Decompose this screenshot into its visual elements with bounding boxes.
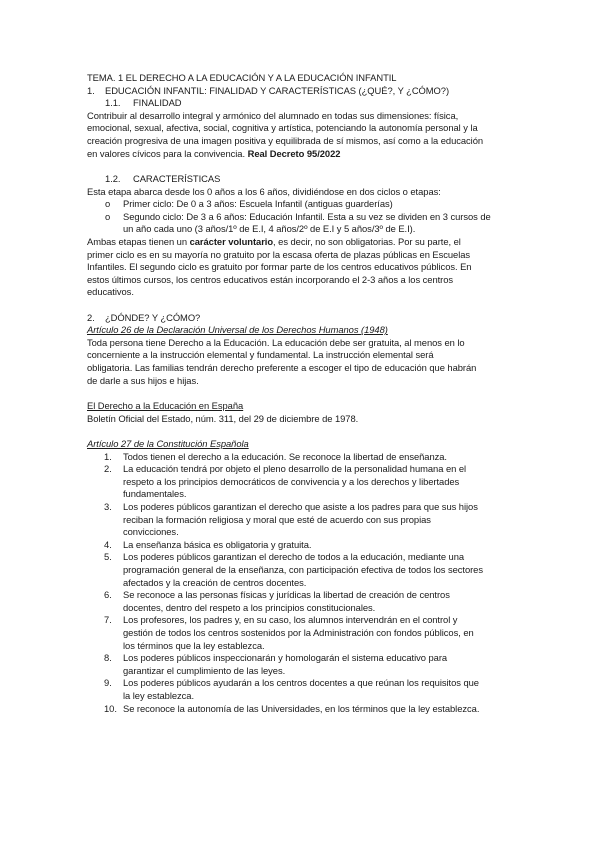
section-1-heading: 1. EDUCACIÓN INFANTIL: FINALIDAD Y CARACTERÍSTICAS (¿QUÉ?, Y ¿CÓMO?) <box>87 84 450 96</box>
article-27-list <box>87 451 514 715</box>
caracteristicas-intro: Esta etapa abarca desde los 0 años a los 6 años, dividiéndose en dos ciclos o etapas: <box>87 185 441 197</box>
list-item <box>87 539 514 552</box>
list-item-text: Se reconoce a las personas físicas y jurídicas la libertad de creación de centros <box>123 589 450 601</box>
list-item <box>87 501 514 539</box>
list-item-number: 4. <box>104 538 112 550</box>
list-item <box>87 703 514 716</box>
boe-reference: Boletín Oficial del Estado, núm. 311, del 29 de diciembre de 1978. <box>87 412 359 424</box>
article-26-paragraph: Toda persona tiene Derecho a la Educación. La educación debe ser gratuita, al menos en lo concerniente a la instrucción elemental y fundamental. La instrucción elemental será obligatoria. Las familias tendrán derecho preferente a escoger el tipo de educación que habrán de darle a sus hijos e hijas. <box>87 336 477 386</box>
section-2-heading: 2. ¿DÓNDE? Y ¿CÓMO? <box>87 311 201 323</box>
list-item-text: Los profesores, los padres y, en su caso, los alumnos intervendrán en el control y <box>123 614 458 626</box>
article-27-title: Artículo 27 de la Constitución Española <box>87 438 249 450</box>
list-item <box>87 652 514 677</box>
real-decreto-reference: Real Decreto 95/2022 <box>247 147 341 159</box>
bullet-marker: o <box>105 210 111 222</box>
list-item-number: 7. <box>104 614 112 626</box>
subsection-1-1-heading: 1.1. FINALIDAD <box>105 97 182 109</box>
list-item-text: convicciones. <box>123 526 179 538</box>
spain-section-title: El Derecho a la Educación en España <box>87 400 244 412</box>
list-item-text: garantizar el cumplimiento de las leyes. <box>123 664 286 676</box>
list-item-text: Los poderes públicos garantizan el derecho de todos a la educación, mediante una <box>123 551 465 563</box>
list-item-number: 8. <box>104 652 112 664</box>
list-item-text: Los poderes públicos inspeccionarán y homologarán el sistema educativo para <box>123 652 448 664</box>
list-item-text: fundamentales. <box>123 488 187 500</box>
document-title: TEMA. 1 EL DERECHO A LA EDUCACIÓN Y A LA EDUCACIÓN INFANTIL <box>87 72 397 83</box>
list-item-number: 6. <box>104 589 112 601</box>
list-item-text: La educación tendrá por objeto el pleno desarrollo de la personalidad humana en el <box>123 463 467 475</box>
list-item-text: Se reconoce la autonomía de las Universidades, en los términos que la ley establezca. <box>123 702 480 714</box>
list-item-number: 10. <box>104 702 117 714</box>
voluntario-paragraph: Ambas etapas tienen un carácter voluntario, es decir, no son obligatorias. Por su parte, el primer ciclo es en su mayoría no gratuito por la escasa oferta de plazas públicas en Escuelas Infantiles. El segundo ciclo es gratuito por formar parte de los centros educativos públicos. En estos últimos cursos, los centros educativos están incorporando el 2-3 años a los centros educativos. <box>87 235 472 298</box>
list-item-text: reciban la formación religiosa y moral que esté de acuerdo con sus propias <box>123 513 431 525</box>
list-item-text: los términos que la ley establezca. <box>123 639 265 651</box>
list-item-text: Los poderes públicos ayudarán a los centros docentes a que reúnan los requisitos que <box>123 677 479 689</box>
list-item <box>87 614 514 652</box>
list-item-number: 3. <box>104 501 112 512</box>
list-item-number: 2. <box>104 463 112 475</box>
list-item-text: La enseñanza básica es obligatoria y gratuita. <box>123 538 312 550</box>
list-item: o Primer ciclo: De 0 a 3 años: Escuela Infantil (antiguas guarderías) <box>105 198 393 210</box>
list-item-number: 5. <box>104 551 112 563</box>
list-item: o Segundo ciclo: De 3 a 6 años: Educación Infantil. Esta a su vez se dividen en 3 cursos de un año cada uno (3 años/1º de E.I, 4 años/2º de E.I y 5 años/3º de E.I). <box>105 210 491 235</box>
list-item-text: afectados y la creación de centros docentes. <box>123 576 307 588</box>
finalidad-paragraph: Contribuir al desarrollo integral y armónico del alumnado en todas sus dimensiones: física, emocional, sexual, afectiva, social, cognitiva y artística, potenciando la autonomía personal y la creación progresiva de una imagen positiva y equilibrada de sí mismos, así como a la educación en valores cívicos para la convivencia. Real Decreto 95/2022 <box>87 109 484 159</box>
list-item-number: 9. <box>104 677 112 689</box>
list-item-text: respeto a los principios democráticos de convivencia y a los derechos y libertades <box>123 475 460 487</box>
list-item-text: gestión de todos los centros sostenidos por la Administración con fondos públicos, en <box>123 626 474 638</box>
list-item-text: Todos tienen el derecho a la educación. Se reconoce la libertad de enseñanza. <box>123 450 447 462</box>
list-item <box>87 463 514 501</box>
list-item-text: programación general de la enseñanza, con participación efectiva de todos los sectores <box>123 563 483 575</box>
list-item <box>87 589 514 614</box>
subsection-1-2-heading: 1.2. CARACTERÍSTICAS <box>105 172 221 184</box>
list-item <box>87 451 514 464</box>
ciclos-list <box>87 198 514 236</box>
list-item <box>87 677 514 702</box>
list-item <box>87 551 514 589</box>
caracter-voluntario-emphasis: carácter voluntario <box>189 235 274 247</box>
article-26-title: Artículo 26 de la Declaración Universal de los Derechos Humanos (1948) <box>87 324 388 336</box>
list-item-text: la ley establezca. <box>123 689 195 701</box>
list-item-text: Los poderes públicos garantizan el derecho que asiste a los padres para que sus hijos <box>123 501 478 512</box>
bullet-marker: o <box>105 198 111 210</box>
list-item-number: 1. <box>104 450 112 462</box>
list-item-text: docentes, dentro del respeto a los principios constitucionales. <box>123 601 376 613</box>
